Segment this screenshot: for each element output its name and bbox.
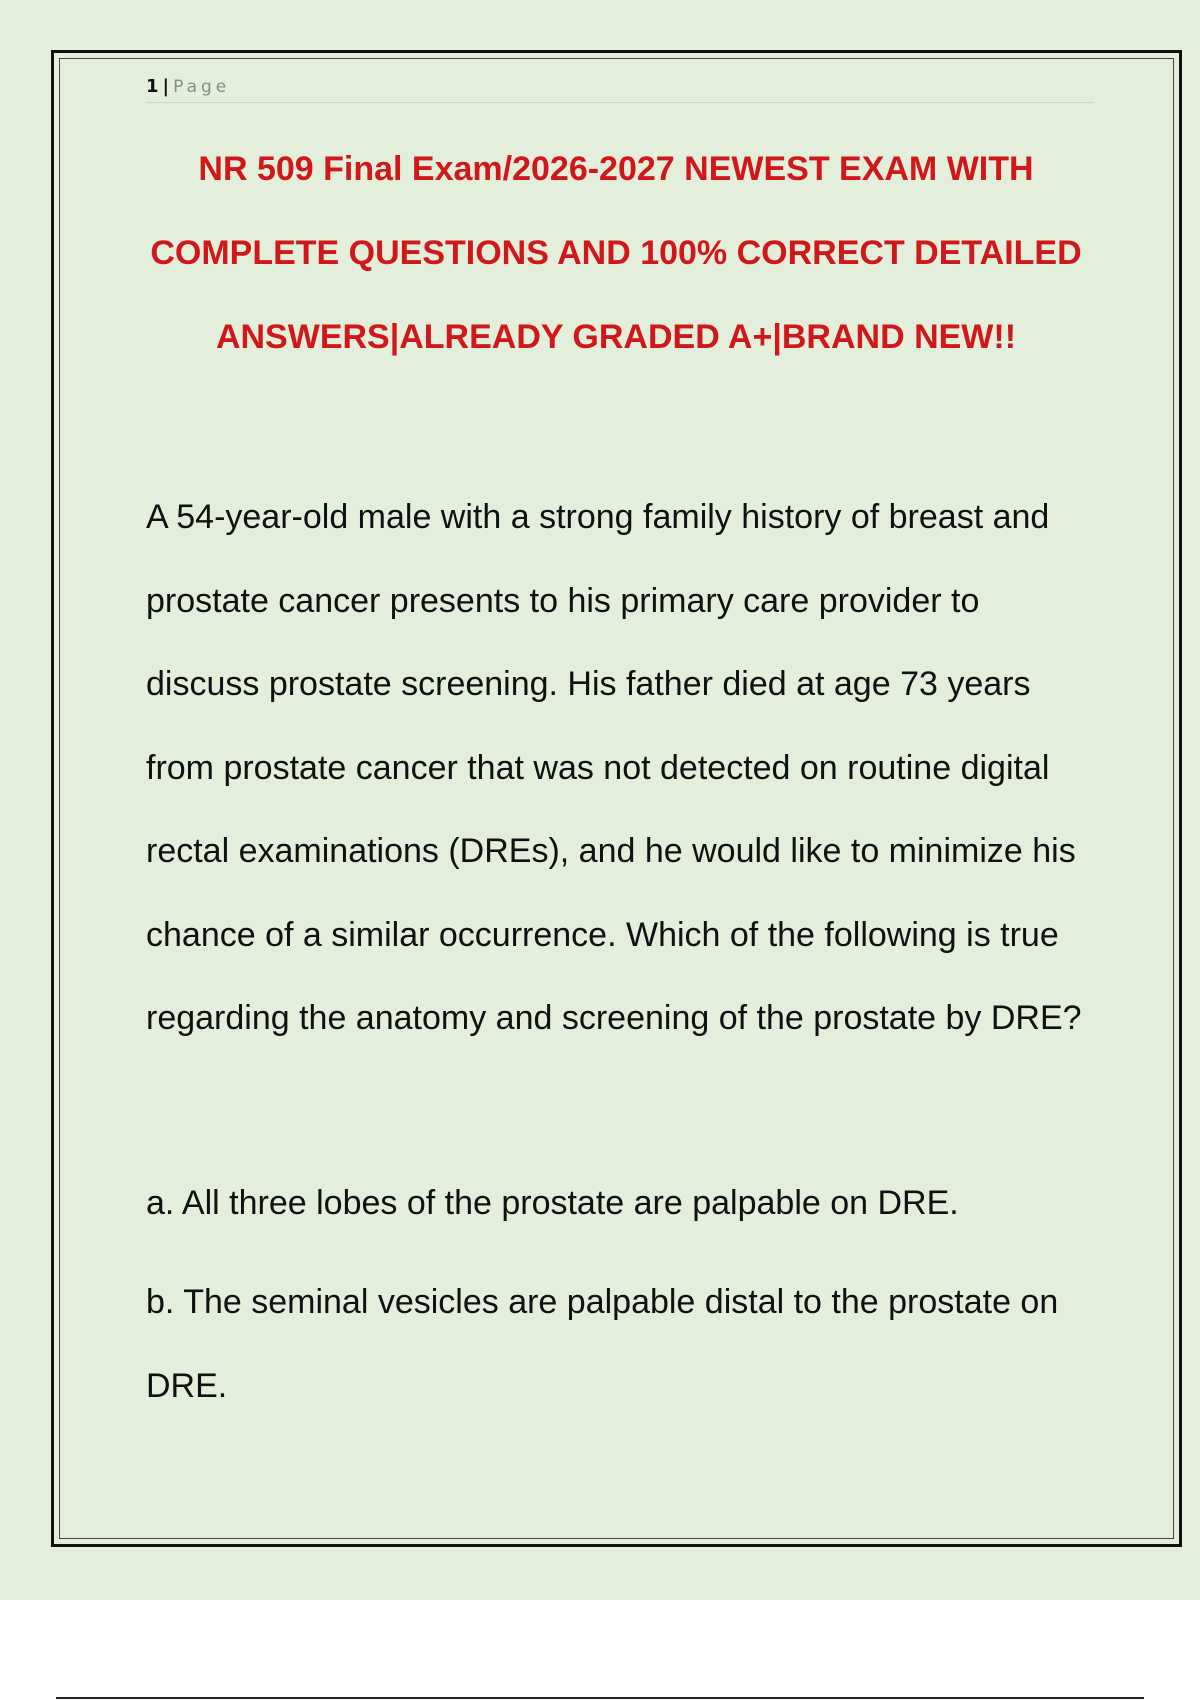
page-label: Page [173,77,231,97]
answer-option-a: a. All three lobes of the prostate are palpable on DRE. [146,1184,959,1222]
question-text: A 54-year-old male with a strong family history of breast and prostate cancer presents to his primary care provider to discuss prostate screening. His father died at age 73 years from prostate cancer that was not detected on routine digital rectal examinations (DREs), and he would like to minimize his chance of a similar occurrence. Which of the following is true regarding the anatomy and screening of the prostate by DRE? [146,498,1082,1037]
bottom-divider [56,1697,1144,1699]
page-separator: | [162,76,170,97]
document-title: NR 509 Final Exam/2026-2027 NEWEST EXAM WITH COMPLETE QUESTIONS AND 100% CORRECT DETAILED ANSWERS|ALREADY GRADED A+|BRAND NEW!! [150,150,1082,356]
page-header [146,74,1094,103]
answer-option-b: b. The seminal vesicles are palpable distal to the prostate on DRE. [146,1283,1059,1405]
page-number: 1 [146,76,159,97]
